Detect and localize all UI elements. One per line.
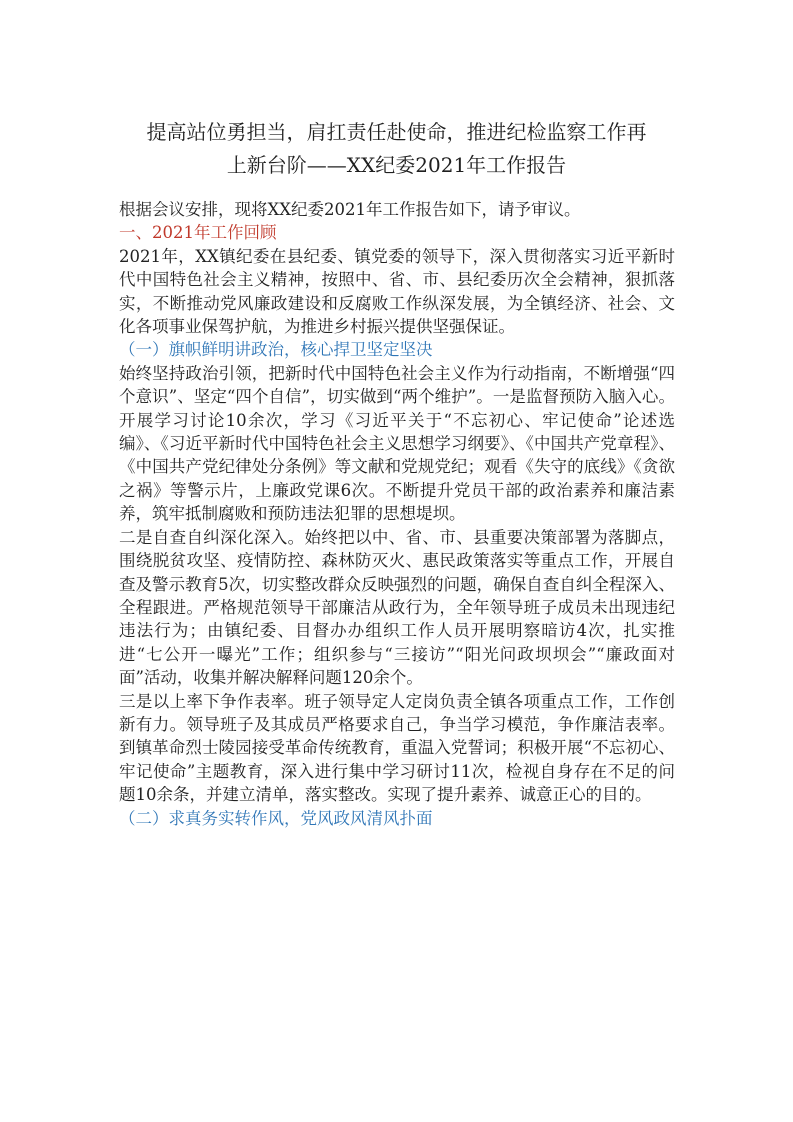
paragraph-political-guidance: 始终坚持政治引领，把新时代中国特色社会主义作为行动指南，不断增强“四个意识”、坚定“四个自信”，切实做到“两个维护”。一是监督预防入脑入心。开展学习讨论10余次，学习《习近平关于“不忘初心、牢记使命”论述选编》、《习近平新时代中国特色社会主义思想学习纲要》、《中国共产党章程》、《中国共产党纪律处分条例》等文献和党规党纪；观看《失守的底线》《贪欲之祸》等警示片，上廉政党课6次。不断提升党员干部的政治素养和廉洁素养，筑牢抵制腐败和预防违法犯罪的思想堤坝。 bbox=[119, 363, 675, 524]
paragraph-self-inspection: 二是自查自纠深化深入。始终把以中、省、市、县重要决策部署为落脚点，围绕脱贫攻坚、疫情防控、森林防灭火、惠民政策落实等重点工作，开展自查及警示教育5次，切实整改群众反映强烈的问题，确保自查自纠全程深入、全程跟进。严格规范领导干部廉洁从政行为，全年领导班子成员未出现违纪违法行为；由镇纪委、目督办办组织工作人员开展明察暗访4次，扎实推进“七公开一曝光”工作；组织参与“三接访”“阳光问政坝坝会”“廉政面对面”活动，收集并解决解释问题120余个。 bbox=[119, 527, 675, 688]
title-line-2: 上新台阶——XX纪委2021年工作报告 bbox=[226, 153, 567, 177]
document-body bbox=[119, 198, 675, 830]
title-line-1: 提高站位勇担当，肩扛责任赴使命，推进纪检监察工作再 bbox=[146, 120, 647, 144]
intro-paragraph: 根据会议安排，现将XX纪委2021年工作报告如下，请予审议。 bbox=[119, 200, 581, 219]
subsection-heading-work-style: （二）求真务实转作风，党风政风清风扑面 bbox=[119, 808, 433, 828]
document-title bbox=[100, 116, 693, 182]
section-paragraph-review: 2021年，XX镇纪委在县纪委、镇党委的领导下，深入贯彻落实习近平新时代中国特色社会主义精神，按照中、省、市、县纪委历次全会精神，狠抓落实，不断推动党风廉政建设和反腐败工作纵深发展，为全镇经济、社会、文化各项事业保驾护航，为推进乡村振兴提供坚强保证。 bbox=[119, 246, 675, 337]
subsection-heading-politics: （一）旗帜鲜明讲政治，核心捍卫坚定坚决 bbox=[119, 340, 433, 360]
paragraph-leadership-example: 三是以上率下争作表率。班子领导定人定岗负责全镇各项重点工作，工作创新有力。领导班子及其成员严格要求自己，争当学习模范，争作廉洁表率。到镇革命烈士陵园接受革命传统教育，重温入党誓词；积极开展“不忘初心、牢记使命”主题教育，深入进行集中学习研讨11次，检视自身存在不足的问题10余条，并建立清单，落实整改。实现了提升素养、诚意正心的目的。 bbox=[119, 691, 675, 805]
section-heading-review: 一、2021年工作回顾 bbox=[119, 223, 277, 243]
